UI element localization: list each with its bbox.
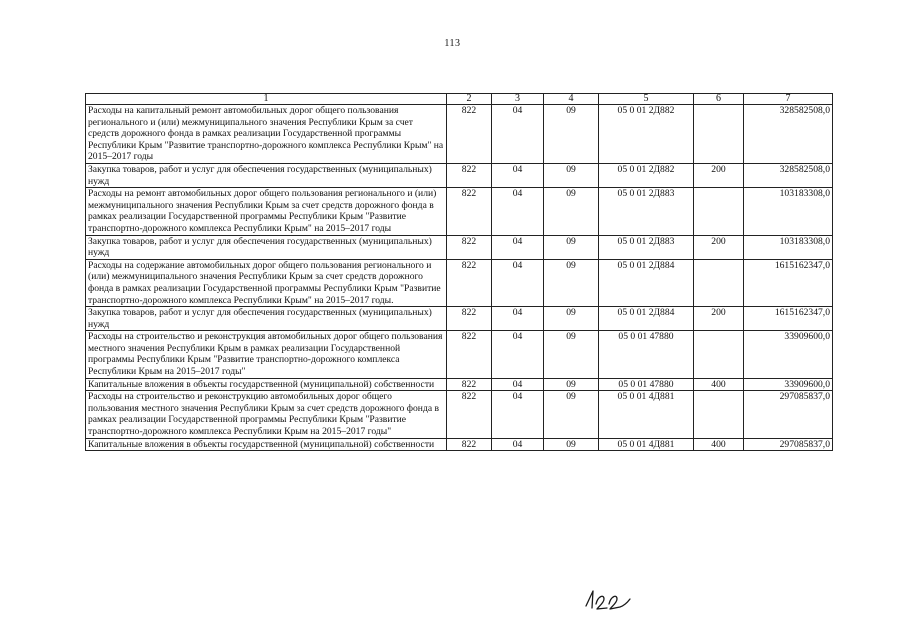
table-row [86, 105, 833, 164]
subsection-code: 09 [544, 331, 599, 378]
amount: 328582508,0 [744, 163, 833, 187]
target-article-code: 05 0 01 4Д881 [599, 438, 694, 451]
expense-type-code: 200 [694, 307, 744, 331]
amount: 328582508,0 [744, 105, 833, 164]
amount: 103183308,0 [744, 235, 833, 259]
expense-name: Расходы на содержание автомобильных дорог общего пользования регионального и (или) межмуниципального значения Республики Крым за счет средств дорожного фонда в рамках реализации Государственной программы Республики Крым "Развитие транспортно-дорожного комплекса Республики Крым" на 2015–2017 годы. [86, 259, 447, 306]
amount: 103183308,0 [744, 188, 833, 235]
table-row [86, 438, 833, 451]
section-code: 04 [492, 163, 544, 187]
subsection-code: 09 [544, 438, 599, 451]
page-number: 113 [444, 38, 461, 49]
subsection-code: 09 [544, 105, 599, 164]
column-header: 2 [447, 94, 492, 105]
section-code: 04 [492, 105, 544, 164]
ministry-code: 822 [447, 307, 492, 331]
ministry-code: 822 [447, 163, 492, 187]
target-article-code: 05 0 01 2Д884 [599, 307, 694, 331]
table-row [86, 259, 833, 306]
handwritten-signature [582, 586, 634, 617]
column-header: 7 [744, 94, 833, 105]
subsection-code: 09 [544, 163, 599, 187]
section-code: 04 [492, 259, 544, 306]
column-header: 6 [694, 94, 744, 105]
ministry-code: 822 [447, 331, 492, 378]
amount: 33909600,0 [744, 331, 833, 378]
budget-table [85, 93, 833, 451]
section-code: 04 [492, 331, 544, 378]
table-header-row [86, 94, 833, 105]
ministry-code: 822 [447, 438, 492, 451]
expense-type-code: 400 [694, 378, 744, 391]
ministry-code: 822 [447, 235, 492, 259]
expense-type-code [694, 259, 744, 306]
subsection-code: 09 [544, 307, 599, 331]
expense-type-code [694, 331, 744, 378]
subsection-code: 09 [544, 391, 599, 438]
section-code: 04 [492, 307, 544, 331]
target-article-code: 05 0 01 47880 [599, 331, 694, 378]
section-code: 04 [492, 188, 544, 235]
expense-name: Закупка товаров, работ и услуг для обеспечения государственных (муниципальных) нужд [86, 307, 447, 331]
section-code: 04 [492, 438, 544, 451]
column-header: 5 [599, 94, 694, 105]
column-header: 1 [86, 94, 447, 105]
expense-type-code [694, 188, 744, 235]
column-header: 4 [544, 94, 599, 105]
expense-type-code [694, 105, 744, 164]
target-article-code: 05 0 01 2Д884 [599, 259, 694, 306]
amount: 33909600,0 [744, 378, 833, 391]
table-row [86, 235, 833, 259]
table-row [86, 331, 833, 378]
target-article-code: 05 0 01 47880 [599, 378, 694, 391]
subsection-code: 09 [544, 378, 599, 391]
ministry-code: 822 [447, 105, 492, 164]
ministry-code: 822 [447, 391, 492, 438]
expense-name: Капитальные вложения в объекты государственной (муниципальной) собственности [86, 438, 447, 451]
table-row [86, 188, 833, 235]
expense-type-code: 400 [694, 438, 744, 451]
ministry-code: 822 [447, 188, 492, 235]
table-row [86, 378, 833, 391]
amount: 1615162347,0 [744, 259, 833, 306]
expense-type-code: 200 [694, 163, 744, 187]
expense-name: Расходы на капитальный ремонт автомобильных дорог общего пользования регионального и (или) межмуниципального значения Республики Крым за счет средств дорожного фонда в рамках реализации Государственной программы Республики Крым "Развитие транспортно-дорожного комплекса Республики Крым" на 2015–2017 годы [86, 105, 447, 164]
target-article-code: 05 0 01 2Д883 [599, 235, 694, 259]
amount: 1615162347,0 [744, 307, 833, 331]
expense-name: Расходы на строительство и реконструкцию автомобильных дорог общего пользования местного значения Республики Крым за счет средств дорожного фонда в рамках реализации Государственной программы Республики Крым "Развитие транспортно-дорожного комплекса Республики Крым на 2015–2017 годы" [86, 391, 447, 438]
section-code: 04 [492, 378, 544, 391]
target-article-code: 05 0 01 4Д881 [599, 391, 694, 438]
table-row [86, 163, 833, 187]
ministry-code: 822 [447, 378, 492, 391]
target-article-code: 05 0 01 2Д883 [599, 188, 694, 235]
section-code: 04 [492, 235, 544, 259]
subsection-code: 09 [544, 259, 599, 306]
subsection-code: 09 [544, 235, 599, 259]
expense-name: Закупка товаров, работ и услуг для обеспечения государственных (муниципальных) нужд [86, 235, 447, 259]
target-article-code: 05 0 01 2Д882 [599, 163, 694, 187]
section-code: 04 [492, 391, 544, 438]
expense-name: Расходы на строительство и реконструкция автомобильных дорог общего пользования местного значения Республики Крым в рамках реализации Государственной программы Республики Крым "Развитие транспортно-дорожного комплекса Республики Крым на 2015–2017 годы" [86, 331, 447, 378]
subsection-code: 09 [544, 188, 599, 235]
expense-type-code [694, 391, 744, 438]
expense-type-code: 200 [694, 235, 744, 259]
signature-icon [582, 586, 634, 612]
column-header: 3 [492, 94, 544, 105]
target-article-code: 05 0 01 2Д882 [599, 105, 694, 164]
expense-name: Расходы на ремонт автомобильных дорог общего пользования регионального и (или) межмуниципального значения Республики Крым за счет средств дорожного фонда в рамках реализации Государственной программы Республики Крым "Развитие транспортно-дорожного комплекса Республики Крым" на 2015–2017 годы [86, 188, 447, 235]
ministry-code: 822 [447, 259, 492, 306]
amount: 297085837,0 [744, 438, 833, 451]
table-row [86, 307, 833, 331]
amount: 297085837,0 [744, 391, 833, 438]
expense-name: Капитальные вложения в объекты государственной (муниципальной) собственности [86, 378, 447, 391]
expense-name: Закупка товаров, работ и услуг для обеспечения государственных (муниципальных) нужд [86, 163, 447, 187]
table-row [86, 391, 833, 438]
